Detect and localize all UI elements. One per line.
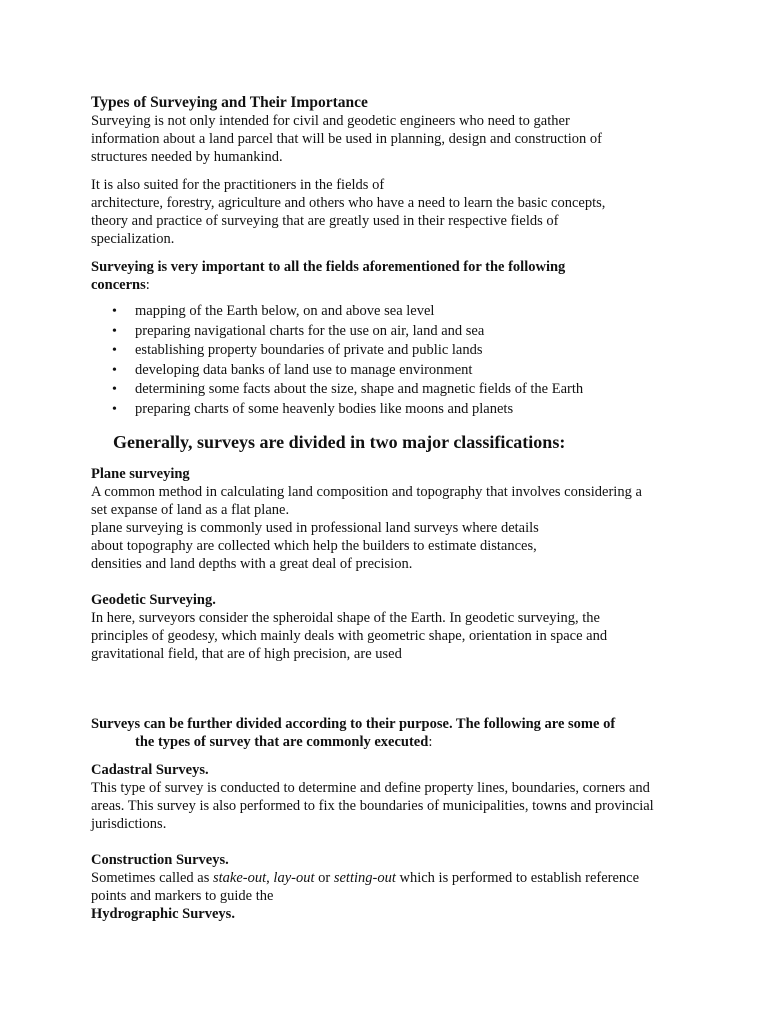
cadastral-line-3: jurisdictions. [91,816,167,832]
intro-line-3: structures needed by humankind. [91,149,283,165]
cadastral-surveys-heading: Cadastral Surveys. [91,762,209,778]
intro-line-2: information about a land parcel that will be used in planning, design and construction of [91,131,602,147]
cadastral-line-1: This type of survey is conducted to determine and define property lines, boundaries, corners and [91,780,650,796]
geodetic-line-1: In here, surveyors consider the spheroidal shape of the Earth. In geodetic surveying, the [91,610,600,626]
list-item: • determining some facts about the size, shape and magnetic fields of the Earth [91,380,691,400]
plane-line-2: set expanse of land as a flat plane. [91,502,290,518]
cadastral-line-2: areas. This survey is also performed to fix the boundaries of municipalities, towns and provincial [91,798,654,814]
document-title: Types of Surveying and Their Importance [91,94,368,111]
list-item: • mapping of the Earth below, on and above sea level [91,302,691,322]
construction-line-2: points and markers to guide the [91,888,274,904]
practitioners-line-4: specialization. [91,231,175,247]
construction-line-1: Sometimes called as stake-out, lay-out or setting-out which is performed to establish reference [91,870,640,886]
list-item: • preparing navigational charts for the use on air, land and sea [91,322,691,342]
geodetic-line-3: gravitational field, that are of high precision, are used [91,646,402,662]
plane-line-5: densities and land depths with a great deal of precision. [91,556,413,572]
practitioners-line-1: It is also suited for the practitioners in the fields of [91,177,385,193]
list-item: • developing data banks of land use to manage environment [91,361,691,381]
document-page [91,94,691,923]
practitioners-line-2: architecture, forestry, agriculture and others who have a need to learn the basic concepts, [91,195,606,211]
purpose-heading-line-2: the types of survey that are commonly executed: [135,734,433,750]
geodetic-surveying-heading: Geodetic Surveying. [91,592,216,608]
plane-line-1: A common method in calculating land composition and topography that involves considering a [91,484,642,500]
importance-heading-line-2: concerns: [91,277,150,293]
geodetic-line-2: principles of geodesy, which mainly deals with geometric shape, orientation in space and [91,628,608,644]
plane-line-3: plane surveying is commonly used in professional land surveys where details [91,520,539,536]
plane-line-4: about topography are collected which help the builders to estimate distances, [91,538,537,554]
plane-surveying-heading: Plane surveying [91,466,190,482]
practitioners-line-3: theory and practice of surveying that are greatly used in their respective fields of [91,213,559,229]
importance-heading-line-1: Surveying is very important to all the fields aforementioned for the following [91,259,566,275]
classifications-heading: Generally, surveys are divided in two major classifications: [113,432,566,452]
hydrographic-surveys-heading: Hydrographic Surveys. [91,906,235,922]
construction-surveys-heading: Construction Surveys. [91,852,229,868]
list-item: • establishing property boundaries of private and public lands [91,341,691,361]
concerns-list [91,302,691,419]
intro-line-1: Surveying is not only intended for civil and geodetic engineers who need to gather [91,113,570,129]
list-item: • preparing charts of some heavenly bodies like moons and planets [91,400,691,420]
purpose-heading-line-1: Surveys can be further divided according to their purpose. The following are some of [91,716,616,732]
